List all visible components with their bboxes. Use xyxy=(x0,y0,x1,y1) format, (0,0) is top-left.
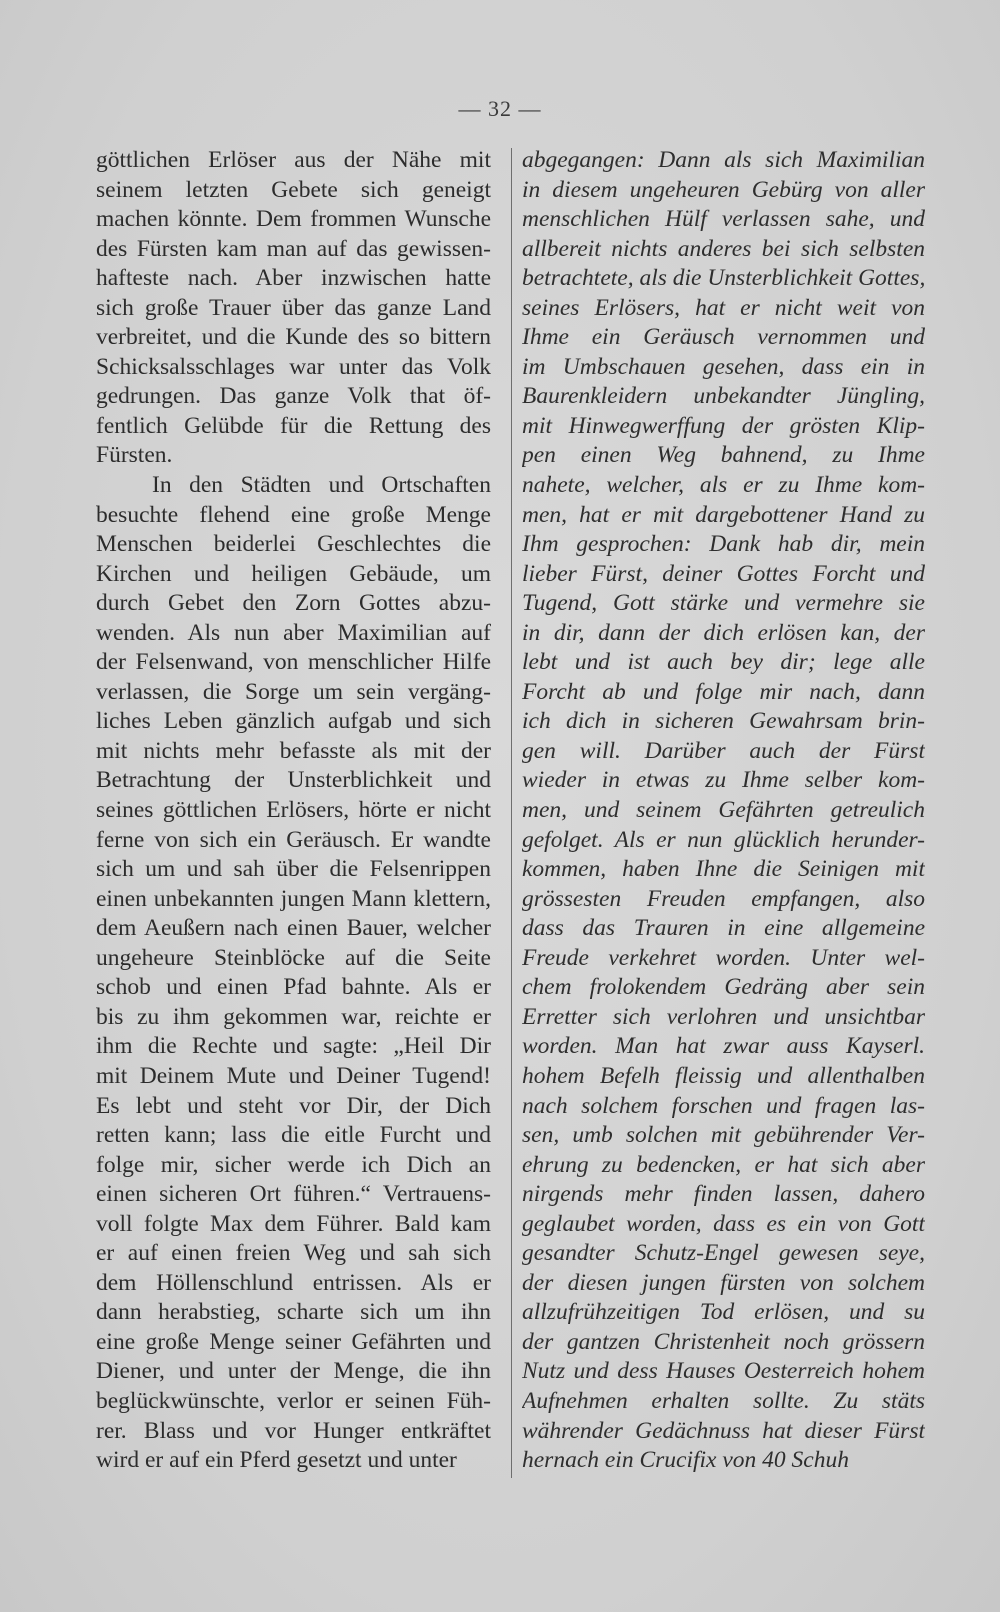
left-column-text xyxy=(96,146,491,1476)
column-divider xyxy=(511,148,512,1478)
left-column-line: er auf einen freien Weg und sah sich xyxy=(96,1240,491,1267)
right-column-line: menschlichen Hülf verlassen sahe, und xyxy=(522,206,925,233)
left-column-line: eine große Menge seiner Gefährten und xyxy=(96,1328,491,1355)
right-column-line: seines Erlösers, hat er nicht weit von xyxy=(522,294,925,321)
right-column-text xyxy=(522,146,925,1476)
right-column-line: Tugend, Gott stärke und vermehre sie xyxy=(522,590,925,617)
left-column-line: der Felsenwand, von menschlicher Hilfe xyxy=(96,649,491,676)
right-column-line: wieder in etwas zu Ihme selber kom- xyxy=(522,767,925,794)
left-column-line: liches Leben gänzlich aufgab und sich xyxy=(96,708,491,735)
left-column-line: fentlich Gelübde für die Rettung des xyxy=(96,412,491,439)
left-column-line: seines göttlichen Erlösers, hörte er nicht xyxy=(96,797,491,824)
right-column-line: nach solchem forschen und fragen las- xyxy=(522,1092,925,1119)
right-column-line: nirgends mehr finden lassen, dahero xyxy=(522,1181,925,1208)
left-column-line: Fürsten. xyxy=(96,442,173,469)
right-column-line: Ihme ein Geräusch vernommen und xyxy=(522,324,925,351)
right-column-line: hernach ein Crucifix von 40 Schuh xyxy=(522,1447,849,1474)
left-column-line: beglückwünschte, verlor er seinen Füh- xyxy=(96,1387,491,1414)
left-column-line: Betrachtung der Unsterblichkeit und xyxy=(96,767,491,794)
left-column-line: sich um und sah über die Felsenrippen xyxy=(96,856,491,883)
left-column-line: besuchte flehend eine große Menge xyxy=(96,501,491,528)
left-column-line: ihm die Rechte und sagte: „Heil Dir xyxy=(96,1033,491,1060)
right-column-line: währender Gedächnuss hat dieser Fürst xyxy=(522,1417,925,1444)
right-column-line: grössesten Freuden empfangen, also xyxy=(522,885,925,912)
right-column-line: Freude verkehret worden. Unter wel- xyxy=(522,944,925,971)
left-column-line: mit Deinem Mute und Deiner Tugend! xyxy=(96,1062,491,1089)
left-column-line: Schicksalsschlages war unter das Volk xyxy=(96,353,491,380)
right-column-line: worden. Man hat zwar auss Kayserl. xyxy=(522,1033,925,1060)
right-column-line: chem frolokendem Gedräng aber sein xyxy=(522,974,925,1001)
left-column-line: des Fürsten kam man auf das gewissen- xyxy=(96,235,491,262)
left-column-line: Kirchen und heiligen Gebäude, um xyxy=(96,560,491,587)
right-column-line: nahete, welcher, als er zu Ihme kom- xyxy=(522,472,925,499)
left-column-line: ferne von sich ein Geräusch. Er wandte xyxy=(96,826,491,853)
right-column-line: sen, umb solchen mit gebührender Ver- xyxy=(522,1122,925,1149)
left-column-line: schob und einen Pfad bahnte. Als er xyxy=(96,974,491,1001)
right-column-line: gefolget. Als er nun glücklich herunder- xyxy=(522,826,925,853)
left-column-line: einen sicheren Ort führen.“ Vertrauens- xyxy=(96,1181,491,1208)
right-column-line: Aufnehmen erhalten sollte. Zu stäts xyxy=(522,1387,925,1414)
left-column-line: bis zu ihm gekommen war, reichte er xyxy=(96,1003,491,1030)
left-column-line: wenden. Als nun aber Maximilian auf xyxy=(96,619,491,646)
left-column-line: machen könnte. Dem frommen Wunsche xyxy=(96,206,491,233)
left-column-line: voll folgte Max dem Führer. Bald kam xyxy=(96,1210,491,1237)
right-column-line: Ihm gesprochen: Dank hab dir, mein xyxy=(522,531,925,558)
right-column-line: der diesen jungen fürsten von solchem xyxy=(522,1269,925,1296)
right-column-line: Forcht ab und folge mir nach, dann xyxy=(522,678,925,705)
left-column-line: retten kann; lass die eitle Furcht und xyxy=(96,1122,491,1149)
left-column-line: Es lebt und steht vor Dir, der Dich xyxy=(96,1092,491,1119)
left-column-line: rer. Blass und vor Hunger entkräftet xyxy=(96,1417,491,1444)
right-column-line: im Umbschauen gesehen, dass ein in xyxy=(522,353,925,380)
right-column-line: in dir, dann der dich erlösen kan, der xyxy=(522,619,925,646)
right-column-line: abgegangen: Dann als sich Maximilian xyxy=(522,147,925,173)
left-column-line: gedrungen. Das ganze Volk that öf- xyxy=(96,383,491,410)
left-column-line: In den Städten und Ortschaften xyxy=(152,472,491,499)
left-column-line: folge mir, sicher werde ich Dich an xyxy=(96,1151,491,1178)
left-column-line: durch Gebet den Zorn Gottes abzu- xyxy=(96,590,491,617)
right-column-line: allbereit nichts anderes bei sich selbsten xyxy=(522,235,925,262)
right-column-line: pen einen Weg bahnend, zu Ihme xyxy=(522,442,925,469)
right-column-line: men, hat er mit dargebottener Hand zu xyxy=(522,501,925,528)
left-column-line: verlassen, die Sorge um sein vergäng- xyxy=(96,678,491,705)
right-column-line: lebt und ist auch bey dir; lege alle xyxy=(522,649,925,676)
left-column-line: ungeheure Steinblöcke auf die Seite xyxy=(96,944,491,971)
right-column-line: mit Hinwegwerffung der grösten Klip- xyxy=(522,412,925,439)
right-column-line: gen will. Darüber auch der Fürst xyxy=(522,737,925,764)
right-column-line: ich dich in sicheren Gewahrsam brin- xyxy=(522,708,925,735)
right-column-line: hohem Befelh fleissig und allenthalben xyxy=(522,1062,925,1089)
right-column-line: gesandter Schutz-Engel gewesen seye, xyxy=(522,1240,925,1267)
left-column-line: dem Höllenschlund entrissen. Als er xyxy=(96,1269,491,1296)
left-column-line: göttlichen Erlöser aus der Nähe mit xyxy=(96,147,491,173)
right-column-line: men, und seinem Gefährten getreulich xyxy=(522,797,925,824)
left-column-line: hafteste nach. Aber inzwischen hatte xyxy=(96,265,491,292)
right-column-line: allzufrühzeitigen Tod erlösen, und su xyxy=(522,1299,925,1326)
left-column-line: einen unbekannten jungen Mann klettern, xyxy=(96,885,491,912)
left-column-line: dann herabstieg, scharte sich um ihn xyxy=(96,1299,491,1326)
right-column-line: kommen, haben Ihne die Seinigen mit xyxy=(522,856,925,883)
right-column-line: Nutz und dess Hauses Oesterreich hohem xyxy=(522,1358,925,1385)
left-column-line: Diener, und unter der Menge, die ihn xyxy=(96,1358,491,1385)
right-column-line: in diesem ungeheuren Gebürg von aller xyxy=(522,176,925,203)
page-number: — 32 — xyxy=(458,96,542,121)
left-column-line: seinem letzten Gebete sich geneigt xyxy=(96,176,491,203)
left-column-line: verbreitet, und die Kunde des so bittern xyxy=(96,324,491,351)
right-column-line: Erretter sich verlohren und unsichtbar xyxy=(522,1003,925,1030)
right-column-line: ehrung zu bedencken, er hat sich aber xyxy=(522,1151,925,1178)
right-column-line: geglaubet worden, dass es ein von Gott xyxy=(522,1210,925,1237)
left-column-line: sich große Trauer über das ganze Land xyxy=(96,294,491,321)
right-column-line: der gantzen Christenheit noch grössern xyxy=(522,1328,925,1355)
left-column-line: dem Aeußern nach einen Bauer, welcher xyxy=(96,915,491,942)
right-column-line: betrachtete, als die Unsterblichkeit Gottes, xyxy=(522,265,925,292)
left-column-line: mit nichts mehr befasste als mit der xyxy=(96,737,491,764)
right-column-line: lieber Fürst, deiner Gottes Forcht und xyxy=(522,560,925,587)
right-column-line: Baurenkleidern unbekandter Jüngling, xyxy=(522,383,925,410)
left-column-line: Menschen beiderlei Geschlechtes die xyxy=(96,531,491,558)
left-column-line: wird er auf ein Pferd gesetzt und unter xyxy=(96,1447,457,1474)
right-column-line: dass das Trauren in eine allgemeine xyxy=(522,915,925,942)
